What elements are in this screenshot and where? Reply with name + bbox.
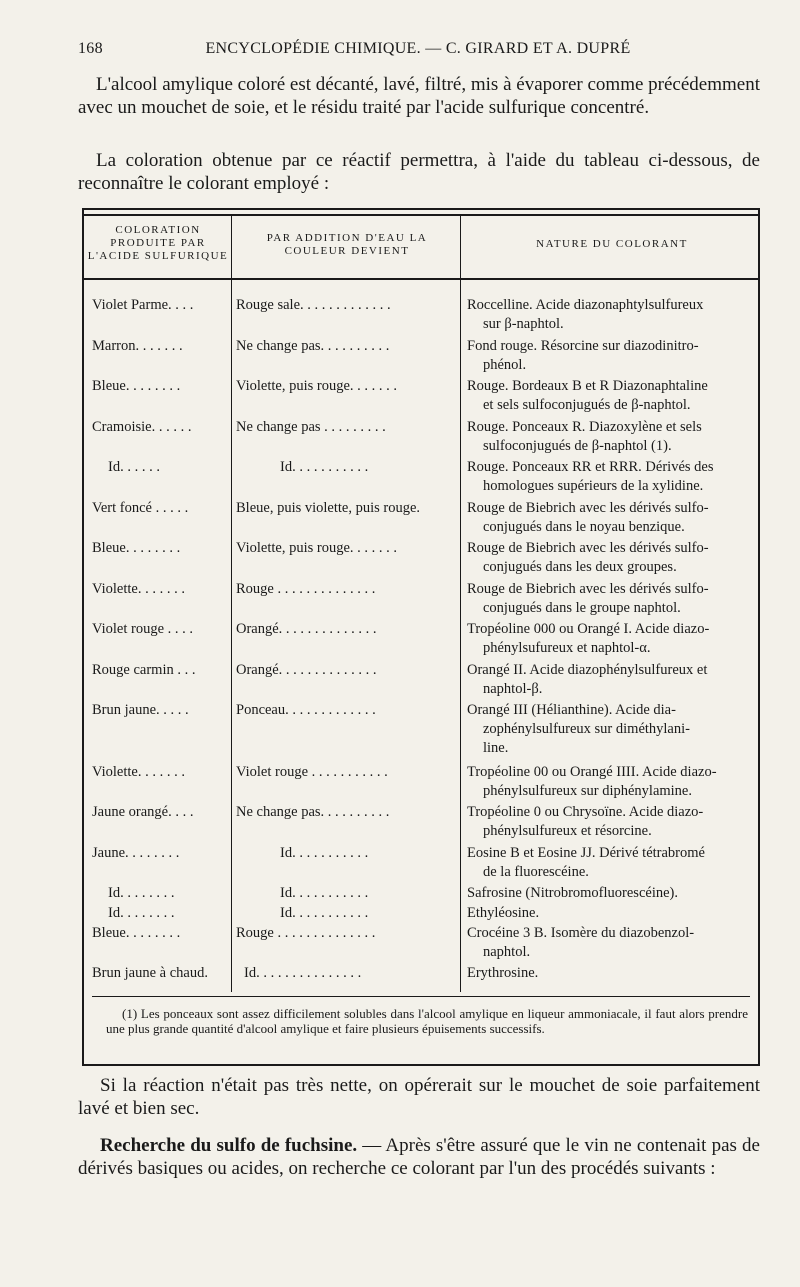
- cell-addition: Id. . . . . . . . . . .: [280, 885, 369, 901]
- cell-coloration: Brun jaune à chaud.: [92, 965, 208, 981]
- cell-addition: Ne change pas. . . . . . . . . .: [236, 338, 390, 354]
- cell-addition: Ponceau. . . . . . . . . . . . .: [236, 702, 376, 718]
- cell-coloration: Id. . . . . . . .: [108, 905, 175, 921]
- cell-coloration: Bleue. . . . . . . .: [92, 378, 181, 394]
- cell-nature: Orangé III (Hélianthine). Acide dia- zophénylsulfureux sur diméthylani- line.: [467, 702, 690, 756]
- cell-addition: Rouge sale. . . . . . . . . . . . .: [236, 297, 391, 313]
- cell-addition: Violet rouge . . . . . . . . . . .: [236, 764, 388, 780]
- cell-nature: Rouge. Bordeaux B et R Diazonaphtaline et sels sulfoconjugués de β-naphtol.: [467, 378, 708, 413]
- cell-coloration: Violet rouge . . . .: [92, 621, 194, 637]
- footnote-rule: [92, 996, 750, 997]
- header-col-addition-eau: PAR ADDITION D'EAU LA COULEUR DEVIENT: [266, 232, 428, 257]
- cell-coloration: Id. . . . . .: [108, 459, 160, 475]
- cell-nature: Rouge. Ponceaux R. Diazoxylène et sels sulfoconjugués de β-naphtol (1).: [467, 419, 702, 454]
- cell-addition: Orangé. . . . . . . . . . . . . .: [236, 662, 377, 678]
- cell-addition: Id. . . . . . . . . . .: [280, 459, 369, 475]
- header-bottom-rule: [84, 278, 758, 280]
- cell-addition: Rouge . . . . . . . . . . . . . .: [236, 581, 376, 597]
- colorant-table: [82, 208, 760, 1066]
- cell-coloration: Bleue. . . . . . . .: [92, 540, 181, 556]
- cell-coloration: Cramoisie. . . . . .: [92, 419, 192, 435]
- cell-nature: Tropéoline 0 ou Chrysoïne. Acide diazo- phénylsulfureux et résorcine.: [467, 804, 704, 839]
- cell-nature: Rouge de Biebrich avec les dérivés sulfo- conjugués dans les deux groupes.: [467, 540, 709, 575]
- paragraph-intro: L'alcool amylique coloré est décanté, lavé, filtré, mis à évaporer comme précédemment avec un mouchet de soie, et le résidu traité par l'acide sulfurique concentré.: [78, 74, 760, 118]
- cell-coloration: Violette. . . . . . .: [92, 764, 185, 780]
- cell-nature: Ethyléosine.: [467, 905, 540, 921]
- cell-addition: Orangé. . . . . . . . . . . . . .: [236, 621, 377, 637]
- cell-addition: Rouge . . . . . . . . . . . . . .: [236, 925, 376, 941]
- cell-coloration: Rouge carmin . . .: [92, 662, 196, 678]
- page-number: 168: [78, 40, 103, 57]
- cell-nature: Tropéoline 000 ou Orangé I. Acide diazo- phénylsufureux et naphtol-α.: [467, 621, 710, 656]
- header-col-nature: NATURE DU COLORANT: [536, 238, 688, 250]
- cell-addition: Id. . . . . . . . . . . . . . .: [244, 965, 362, 981]
- cell-addition: Bleue, puis violette, puis rouge.: [236, 500, 421, 516]
- table-footnote: (1) Les ponceaux sont assez difficilement solubles dans l'alcool amylique en liqueur ammoniacale, il faut alors prendre une plus grande quantité d'alcool amylique et faire plusieurs épuisements successifs.: [106, 1006, 748, 1036]
- section-heading-sulfo-fuchsine: Recherche du sulfo de fuchsine.: [100, 1135, 358, 1156]
- cell-coloration: Violette. . . . . . .: [92, 581, 185, 597]
- cell-addition: Violette, puis rouge. . . . . . .: [236, 540, 398, 556]
- cell-addition: Ne change pas . . . . . . . . .: [236, 419, 386, 435]
- cell-addition: Id. . . . . . . . . . .: [280, 905, 369, 921]
- cell-coloration: Jaune. . . . . . . .: [92, 845, 180, 861]
- cell-nature: Orangé II. Acide diazophénylsulfureux et naphtol-β.: [467, 662, 708, 697]
- cell-coloration: Bleue. . . . . . . .: [92, 925, 181, 941]
- cell-addition: Id. . . . . . . . . . .: [280, 845, 369, 861]
- section-text: — Après s'être assuré que le vin ne contenait pas de dérivés basiques ou acides, on recherche ce colorant par l'un des procédés suivants :: [78, 1135, 760, 1179]
- cell-coloration: Id. . . . . . . .: [108, 885, 175, 901]
- cell-coloration: Vert foncé . . . . .: [92, 500, 189, 516]
- cell-nature: Crocéine 3 B. Isomère du diazobenzol- naphtol.: [467, 925, 695, 960]
- cell-addition: Ne change pas. . . . . . . . . .: [236, 804, 390, 820]
- cell-nature: Fond rouge. Résorcine sur diazodinitro- phénol.: [467, 338, 699, 373]
- cell-coloration: Brun jaune. . . . .: [92, 702, 189, 718]
- cell-nature: Rouge. Ponceaux RR et RRR. Dérivés des homologues supérieurs de la xylidine.: [467, 459, 714, 494]
- cell-coloration: Marron. . . . . . .: [92, 338, 183, 354]
- cell-addition: Violette, puis rouge. . . . . . .: [236, 378, 398, 394]
- cell-nature: Eosine B et Eosine JJ. Dérivé tétrabromé de la fluorescéine.: [467, 845, 705, 880]
- cell-coloration: Violet Parme. . . .: [92, 297, 194, 313]
- paragraph-table-intro: La coloration obtenue par ce réactif permettra, à l'aide du tableau ci-dessous, de reconnaître le colorant employé :: [78, 150, 760, 194]
- cell-coloration: Jaune orangé. . . .: [92, 804, 194, 820]
- table-top-rule: [84, 214, 758, 216]
- cell-nature: Erythrosine.: [467, 965, 539, 981]
- header-col-coloration: COLORATION PRODUITE PAR L'ACIDE SULFURIQUE: [87, 224, 229, 262]
- cell-nature: Tropéoline 00 ou Orangé IIII. Acide diazo- phénylsulfureux sur diphénylamine.: [467, 764, 717, 799]
- paragraph-sulfo-fuchsine: [78, 1135, 760, 1180]
- running-title: ENCYCLOPÉDIE CHIMIQUE. — C. GIRARD ET A. DUPRÉ: [205, 40, 631, 57]
- cell-nature: Safrosine (Nitrobromofluorescéine).: [467, 885, 678, 901]
- cell-nature: Roccelline. Acide diazonaphtylsulfureux sur β-naphtol.: [467, 297, 704, 332]
- paragraph-reaction: Si la réaction n'était pas très nette, on opérerait sur le mouchet de soie parfaitement lavé et bien sec.: [78, 1075, 760, 1119]
- cell-nature: Rouge de Biebrich avec les dérivés sulfo- conjugués dans le noyau benzique.: [467, 500, 709, 535]
- cell-nature: Rouge de Biebrich avec les dérivés sulfo- conjugués dans le groupe naphtol.: [467, 581, 709, 616]
